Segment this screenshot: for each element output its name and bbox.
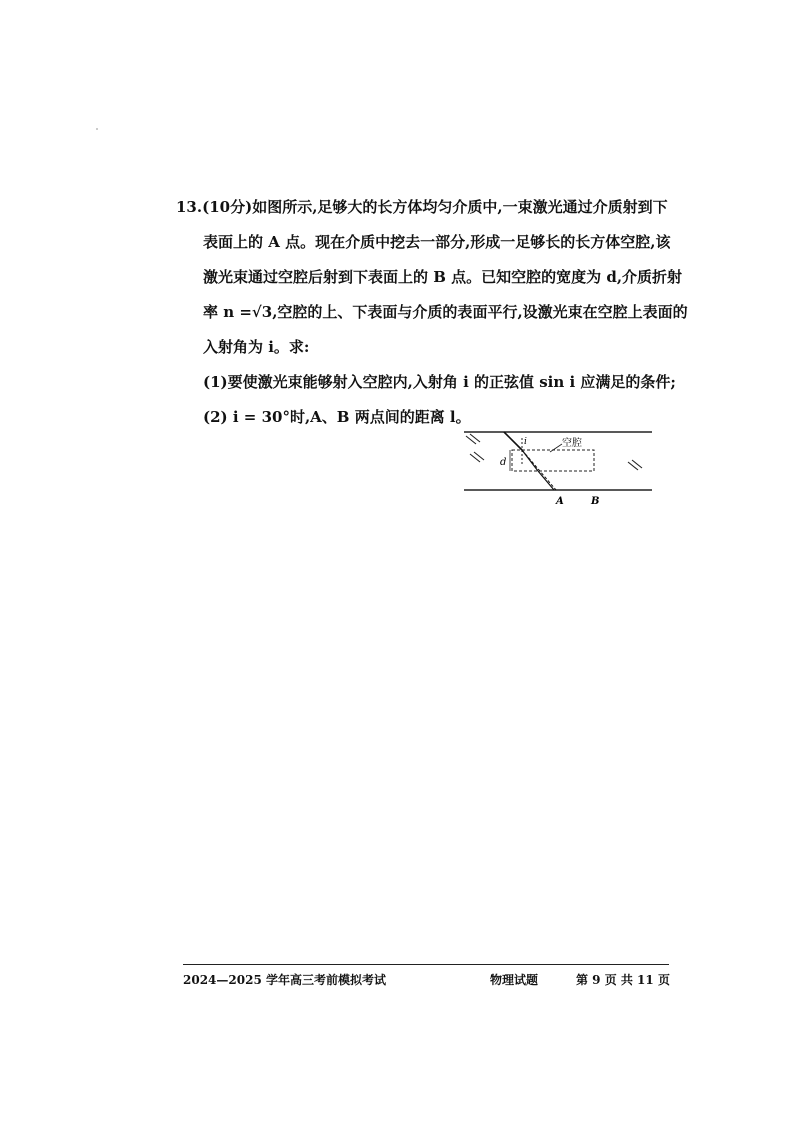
question-line-3: 激光束通过空腔后射到下表面上的 B 点。已知空腔的宽度为 d,介质折射	[203, 268, 683, 286]
question-13	[176, 190, 688, 435]
question-line-4: 率 n =√3,空腔的上、下表面与介质的表面平行,设激光束在空腔上表面的	[203, 303, 688, 321]
footer-subject: 物理试题	[490, 973, 539, 987]
angle-label: i	[524, 437, 527, 447]
scan-speck	[96, 128, 98, 130]
cavity-ray	[522, 450, 538, 471]
cavity-leader	[550, 444, 562, 452]
question-number: 13.	[176, 198, 203, 216]
path-to-a	[522, 450, 556, 490]
question-score: (10分)	[202, 198, 253, 216]
question-first-line	[176, 190, 668, 225]
footer-page-number: 第 9 页 共 11 页	[576, 973, 670, 987]
footer-exam-title: 2024—2025 学年高三考前模拟考试	[183, 973, 386, 987]
medium-cavity-diagram	[458, 424, 658, 514]
question-line-1: 如图所示,足够大的长方体均匀介质中,一束激光通过介质射到下	[252, 198, 668, 216]
path-to-b	[538, 471, 554, 490]
point-a-label: A	[556, 496, 564, 507]
incident-beam	[504, 432, 522, 450]
question-line-5: 入射角为 i。求:	[203, 338, 310, 356]
point-b-label: B	[591, 496, 600, 507]
question-part-2: (2) i = 30°时,A、B 两点间的距离 l。	[203, 408, 471, 426]
hatch-marks-right	[628, 460, 642, 470]
question-part-1: (1)要使激光束能够射入空腔内,入射角 i 的正弦值 sin i 应满足的条件;	[203, 373, 676, 391]
footer-rule	[183, 964, 669, 965]
width-label: d	[500, 457, 507, 468]
question-line-2: 表面上的 A 点。现在介质中挖去一部分,形成一足够长的长方体空腔,该	[203, 233, 671, 251]
cavity-label: 空腔	[562, 438, 582, 449]
hatch-marks-left	[466, 434, 484, 462]
